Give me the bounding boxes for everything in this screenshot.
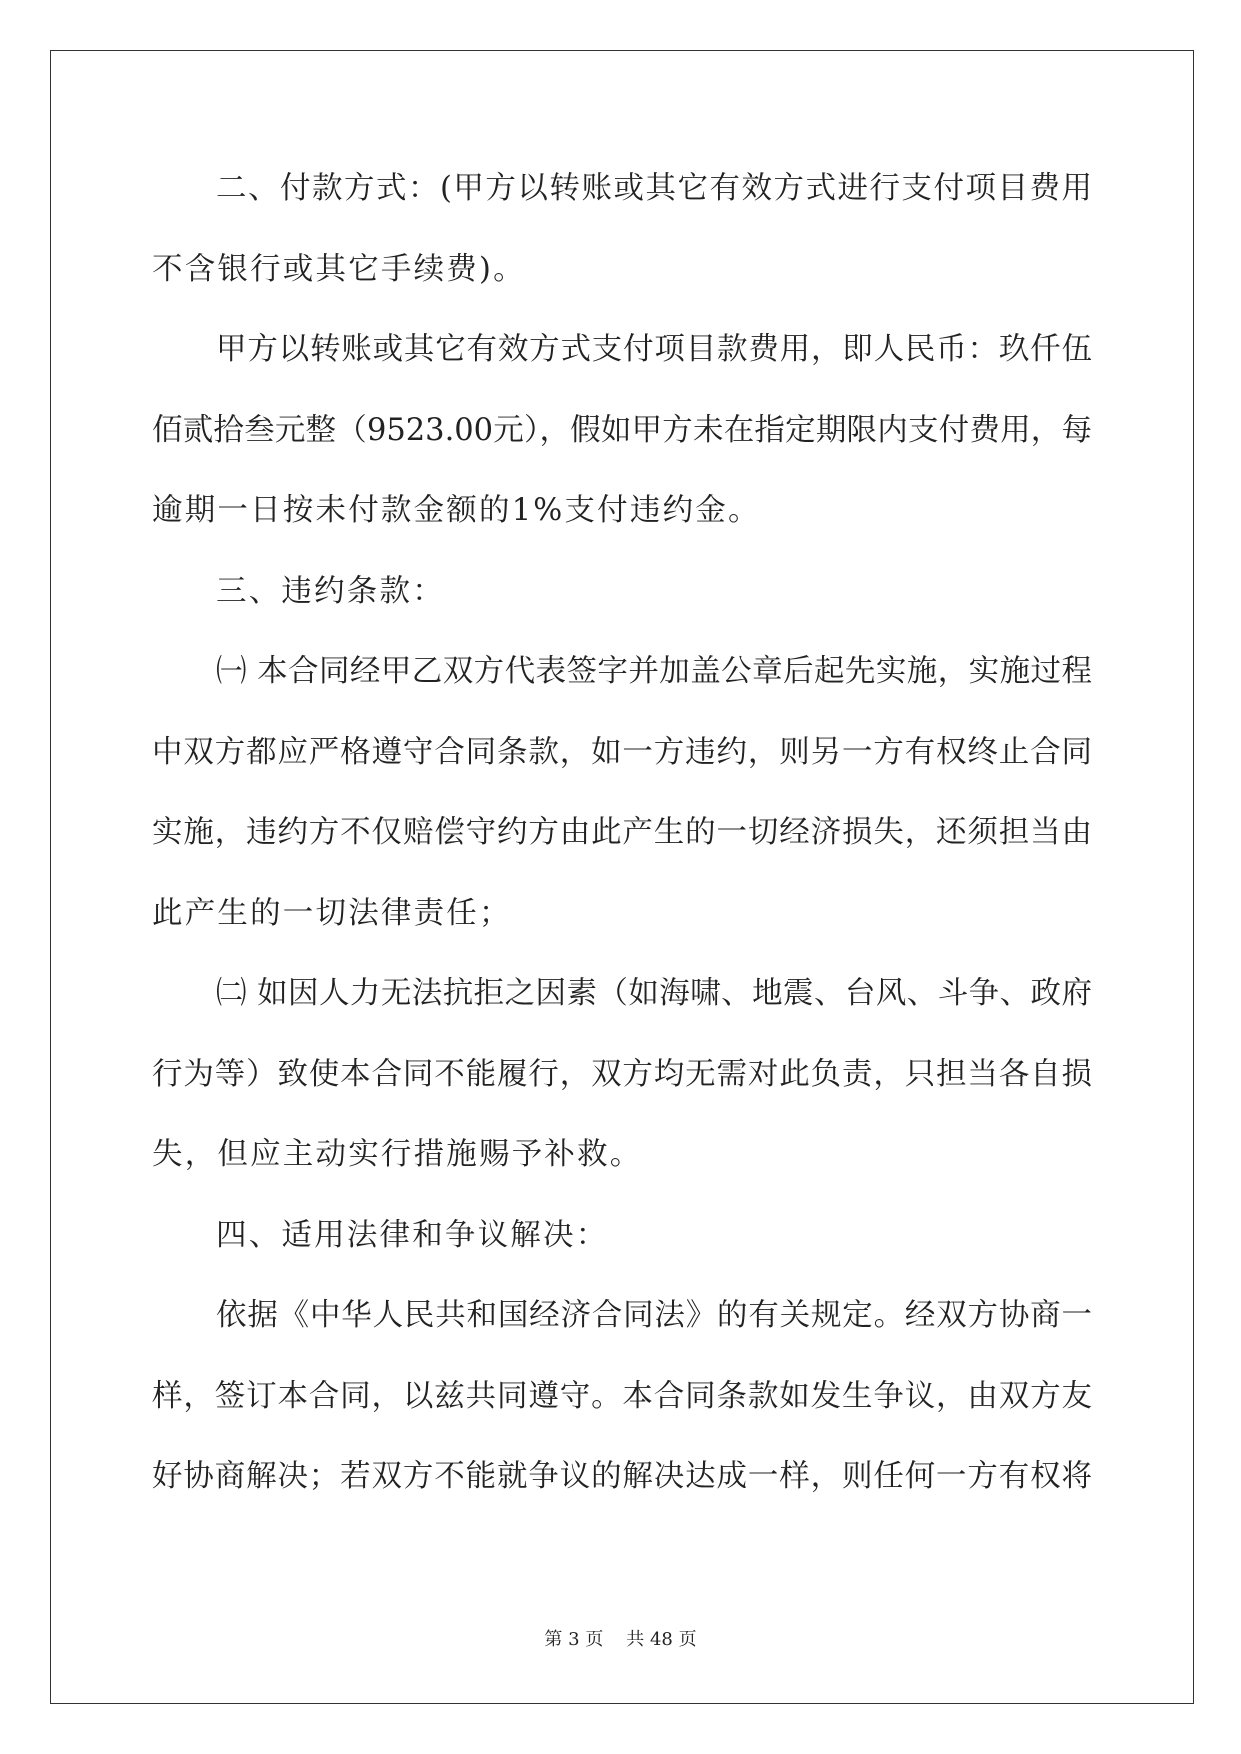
text-line: 中双方都应严格遵守合同条款，如一方违约，则另一方有权终止合同: [152, 734, 1092, 770]
text-line: 二、付款方式：(甲方以转账或其它有效方式进行支付项目费用: [216, 171, 1092, 206]
text-line: 甲方以转账或其它有效方式支付项目款费用，即人民币：玖仟伍: [216, 332, 1092, 367]
page-number: 第 3 页: [544, 1629, 604, 1650]
text-line: 依据《中华人民共和国经济合同法》的有关规定。经双方协商一: [216, 1298, 1092, 1333]
text-line: ㈠ 本合同经甲乙双方代表签字并加盖公章后起先实施，实施过程: [216, 654, 1092, 689]
text-line: 三、违约条款：: [216, 573, 445, 609]
document-body: [152, 160, 1092, 1529]
text-line: 行为等）致使本合同不能履行，双方均无需对此负责，只担当各自损: [152, 1056, 1092, 1092]
text-line: 好协商解决；若双方不能就争议的解决达成一样，则任何一方有权将: [152, 1459, 1092, 1494]
text-line: 佰贰拾叁元整（9523.00元），假如甲方未在指定期限内支付费用，每: [152, 412, 1092, 448]
text-line: 不含银行或其它手续费)。: [152, 251, 526, 287]
text-line: 实施，违约方不仅赔偿守约方由此产生的一切经济损失，还须担当由: [152, 815, 1092, 850]
text-line: 样，签订本合同，以兹共同遵守。本合同条款如发生争议，由双方友: [152, 1378, 1092, 1414]
text-line: ㈡ 如因人力无法抗拒之因素（如海啸、地震、台风、斗争、政府: [216, 976, 1092, 1011]
text-line: 失，但应主动实行措施赐予补救。: [152, 1137, 643, 1172]
text-line: 此产生的一切法律责任；: [152, 895, 512, 931]
page-total: 共 48 页: [626, 1629, 697, 1650]
page-footer: [0, 1628, 1241, 1652]
text-line: 四、适用法律和争议解决：: [216, 1217, 609, 1253]
text-line: 逾期一日按未付款金额的1%支付违约金。: [152, 493, 761, 528]
